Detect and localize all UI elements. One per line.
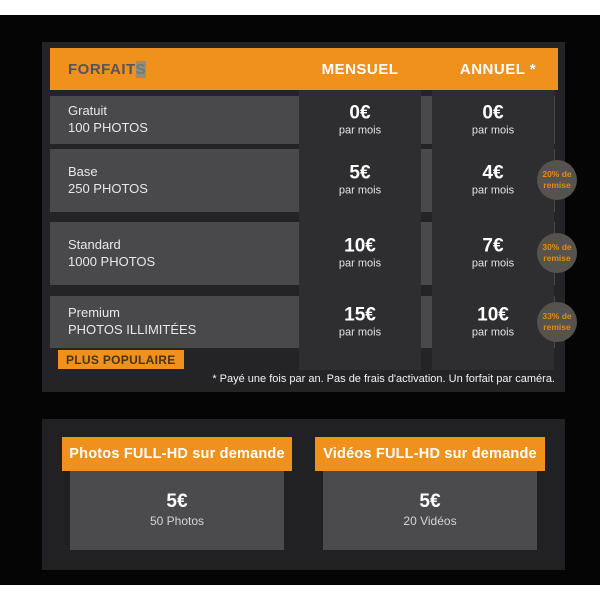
- price-amount: 5€: [349, 162, 371, 184]
- discount-badge-text: 30% de remise: [542, 242, 572, 263]
- price-period: par mois: [471, 124, 515, 137]
- addon-header-videos: Vidéos FULL-HD sur demande: [315, 437, 545, 471]
- forfaits-selected-char: S: [135, 60, 147, 78]
- most-popular-badge: PLUS POPULAIRE: [58, 350, 184, 369]
- pricing-table: [42, 42, 572, 392]
- column-header-mensuel: MENSUEL: [321, 60, 399, 78]
- price-amount: 10€: [344, 235, 376, 257]
- price-amount: 0€: [482, 102, 504, 124]
- addon-detail: 50 Photos: [149, 514, 205, 529]
- price-period: par mois: [471, 184, 515, 197]
- addon-card-photos: [70, 471, 284, 550]
- plan-name: Premium: [68, 305, 121, 321]
- discount-badge-text: 33% de remise: [542, 311, 572, 332]
- price-amount: 4€: [482, 162, 504, 184]
- price-period: par mois: [338, 124, 382, 137]
- plan-detail: 1000 PHOTOS: [68, 253, 156, 269]
- addon-detail: 20 Vidéos: [403, 514, 457, 529]
- pricing-table-header: [50, 48, 558, 90]
- price-amount: 15€: [344, 304, 376, 326]
- plan-name: Standard: [68, 236, 121, 252]
- plan-detail: PHOTOS ILLIMITÉES: [68, 322, 197, 337]
- pricing-footnote: * Payé une fois par an. Pas de frais d'activation. Un forfait par caméra.: [212, 373, 555, 385]
- price-monthly-premium: [299, 304, 421, 339]
- addon-card-videos: [323, 471, 537, 550]
- plan-detail: 250 PHOTOS: [68, 180, 148, 196]
- price-period: par mois: [471, 257, 515, 270]
- price-monthly-gratuit: [299, 102, 421, 137]
- addons-section: [42, 419, 565, 570]
- price-period: par mois: [338, 184, 382, 197]
- addon-price: 5€: [166, 491, 188, 513]
- price-annual-base: [432, 162, 554, 197]
- price-annual-gratuit: [432, 102, 554, 137]
- plan-name: Base: [68, 163, 98, 179]
- price-period: par mois: [471, 326, 515, 339]
- price-amount: 10€: [477, 304, 509, 326]
- addon-price: 5€: [419, 491, 441, 513]
- price-monthly-base: [299, 162, 421, 197]
- price-amount: 7€: [482, 235, 504, 257]
- column-header-annuel: ANNUEL *: [459, 60, 537, 78]
- plan-detail: 100 PHOTOS: [68, 120, 148, 135]
- price-period: par mois: [338, 326, 382, 339]
- forfaits-label: FORFAIT: [68, 60, 136, 78]
- plan-name: Gratuit: [68, 103, 108, 119]
- price-amount: 0€: [349, 102, 371, 124]
- price-annual-premium: [432, 304, 554, 339]
- addon-header-photos: Photos FULL-HD sur demande: [62, 437, 292, 471]
- price-monthly-standard: [299, 235, 421, 270]
- column-header-forfaits: [68, 48, 146, 90]
- price-annual-standard: [432, 235, 554, 270]
- discount-badge-text: 20% de remise: [542, 169, 572, 190]
- price-period: par mois: [338, 257, 382, 270]
